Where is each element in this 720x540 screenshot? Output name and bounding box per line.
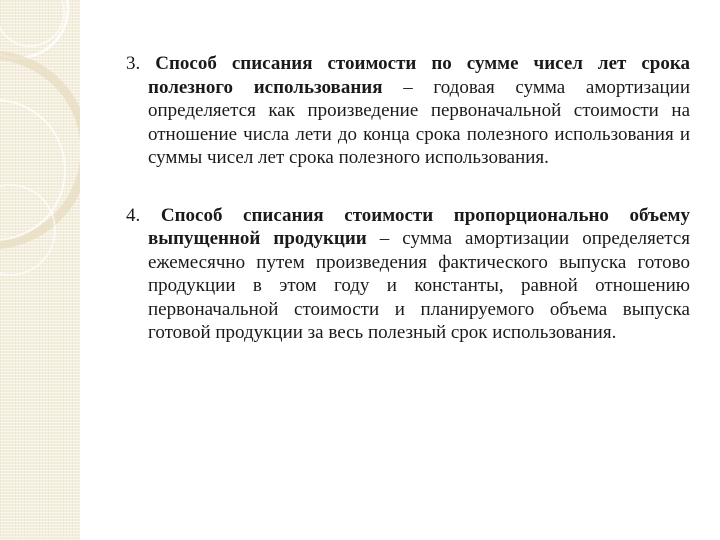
method-item-4-number: 4. <box>126 204 141 226</box>
method-item-4 <box>126 204 690 345</box>
method-item-3-title: Способ списания стоимости по сумме чисел лет срока полезного использования <box>148 53 691 98</box>
method-item-4-title: Способ списания стоимости пропорционально объему выпущенной продукции <box>148 204 690 249</box>
method-item-3-description: – годовая сумма амортизации определяется как произведение первоначальной стоимости на отношение числа лети до конца срока полезного использования и суммы чисел лет срока полезного использования. <box>148 76 691 168</box>
method-item-4-text <box>126 204 690 345</box>
decorative-rings-graphic <box>0 0 80 540</box>
decorative-side-band <box>0 0 80 540</box>
method-item-3-text <box>126 52 690 170</box>
slide-content <box>126 52 690 345</box>
method-item-3 <box>126 52 690 170</box>
method-item-3-number: 3. <box>126 53 141 74</box>
method-item-4-description: – сумма амортизации определяется ежемесячно путем произведения фактического выпуска готово продукции в этом году и константы, равной отношению первоначальной стоимости и планируемого объема выпуска готовой продукции за весь полезный срок использования. <box>148 228 691 343</box>
